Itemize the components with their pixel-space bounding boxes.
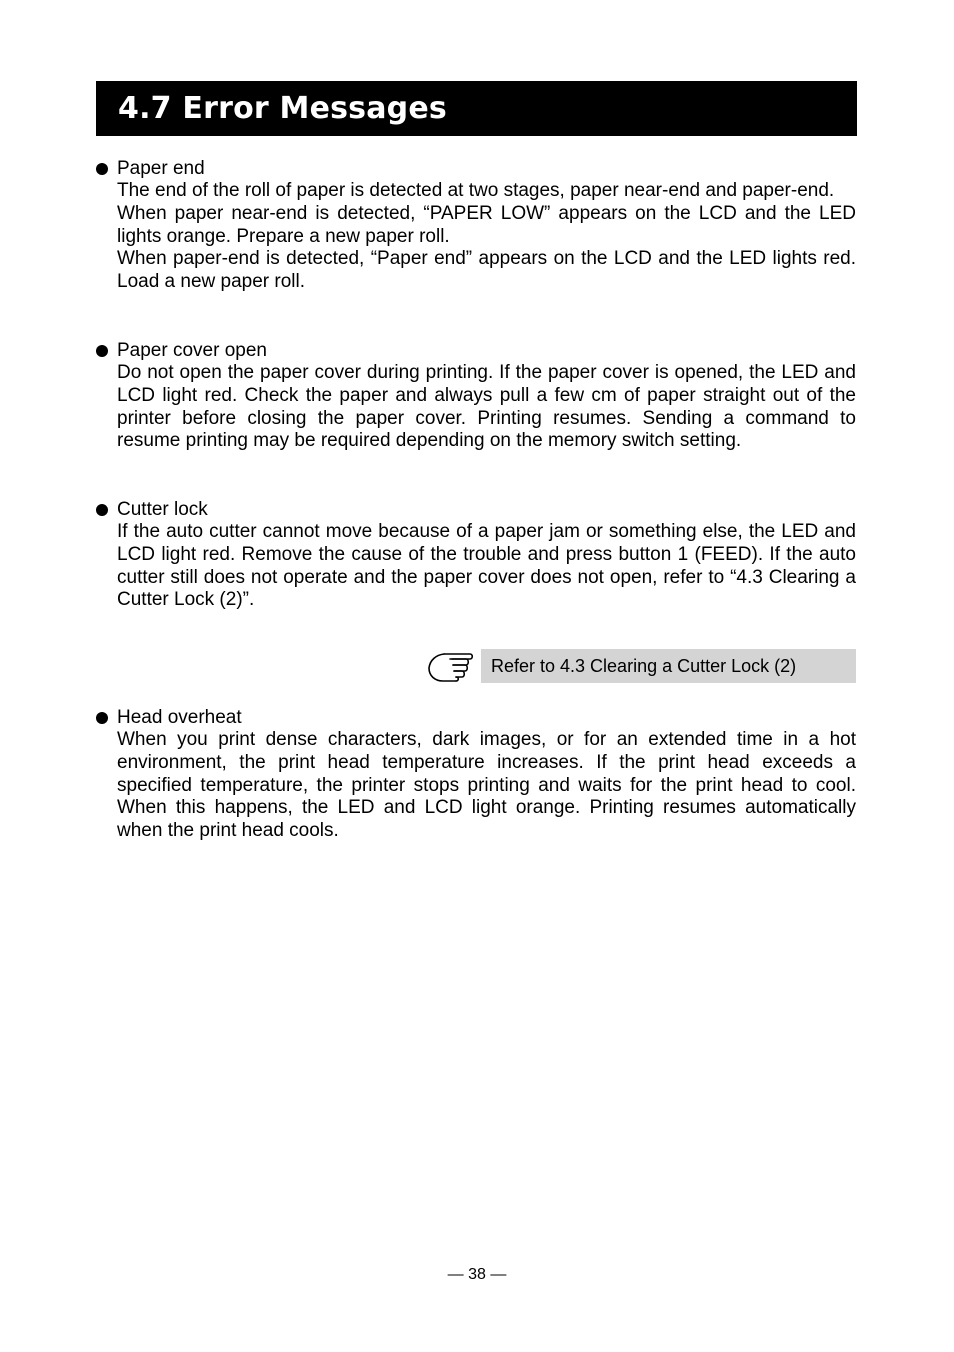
error-item-description	[117, 180, 856, 294]
error-item-description	[117, 521, 856, 612]
error-item-description	[117, 729, 856, 843]
error-item-title: Paper end	[117, 158, 205, 179]
section-title: 4.7 Error Messages	[118, 91, 447, 126]
section-header	[96, 81, 857, 136]
error-item-description	[117, 362, 856, 453]
pointing-hand-icon	[426, 648, 476, 684]
paragraph: The end of the roll of paper is detected at two stages, paper near-end and paper-end.	[117, 180, 835, 201]
reference-link[interactable]: Refer to 4.3 Clearing a Cutter Lock (2)	[481, 649, 856, 683]
cross-reference[interactable]	[426, 648, 856, 684]
paragraph: If the auto cutter cannot move because of a paper jam or something else, the LED and LCD light red. Remove the cause of the trouble and press button 1 (FEED). If the auto cutter still does not operate and the paper cover does not open, refer to “4.3 Clearing a Cutter Lock (2)”.	[117, 521, 856, 611]
page-number: — 38 —	[447, 1266, 507, 1283]
error-item-title: Paper cover open	[117, 340, 267, 361]
error-item-cutter-lock	[96, 499, 856, 612]
bullet-icon	[96, 712, 108, 724]
paragraph: Do not open the paper cover during printing. If the paper cover is opened, the LED and LCD light red. Check the paper and always pull a few cm of paper straight out of the printer before closing the paper cover. Printing resumes. Sending a command to resume printing may be required depending on the memory switch setting.	[117, 362, 856, 452]
paragraph: When paper-end is detected, “Paper end” appears on the LCD and the LED lights red. Load a new paper roll.	[117, 248, 856, 293]
bullet-icon	[96, 163, 108, 175]
error-item-title: Cutter lock	[117, 499, 208, 520]
bullet-icon	[96, 345, 108, 357]
bullet-icon	[96, 504, 108, 516]
paragraph: When paper near-end is detected, “PAPER LOW” appears on the LCD and the LED lights orange. Prepare a new paper roll.	[117, 202, 856, 247]
error-item-paper-end	[96, 158, 856, 294]
error-item-paper-cover-open	[96, 340, 856, 453]
error-item-head-overheat	[96, 707, 856, 843]
paragraph: When you print dense characters, dark images, or for an extended time in a hot environment, the print head temperature increases. If the print head exceeds a specified temperature, the printer stops printing and waits for the print head to cool. When this happens, the LED and LCD light orange. Printing resumes automatically when the print head cools.	[117, 729, 856, 842]
error-item-title: Head overheat	[117, 707, 242, 728]
